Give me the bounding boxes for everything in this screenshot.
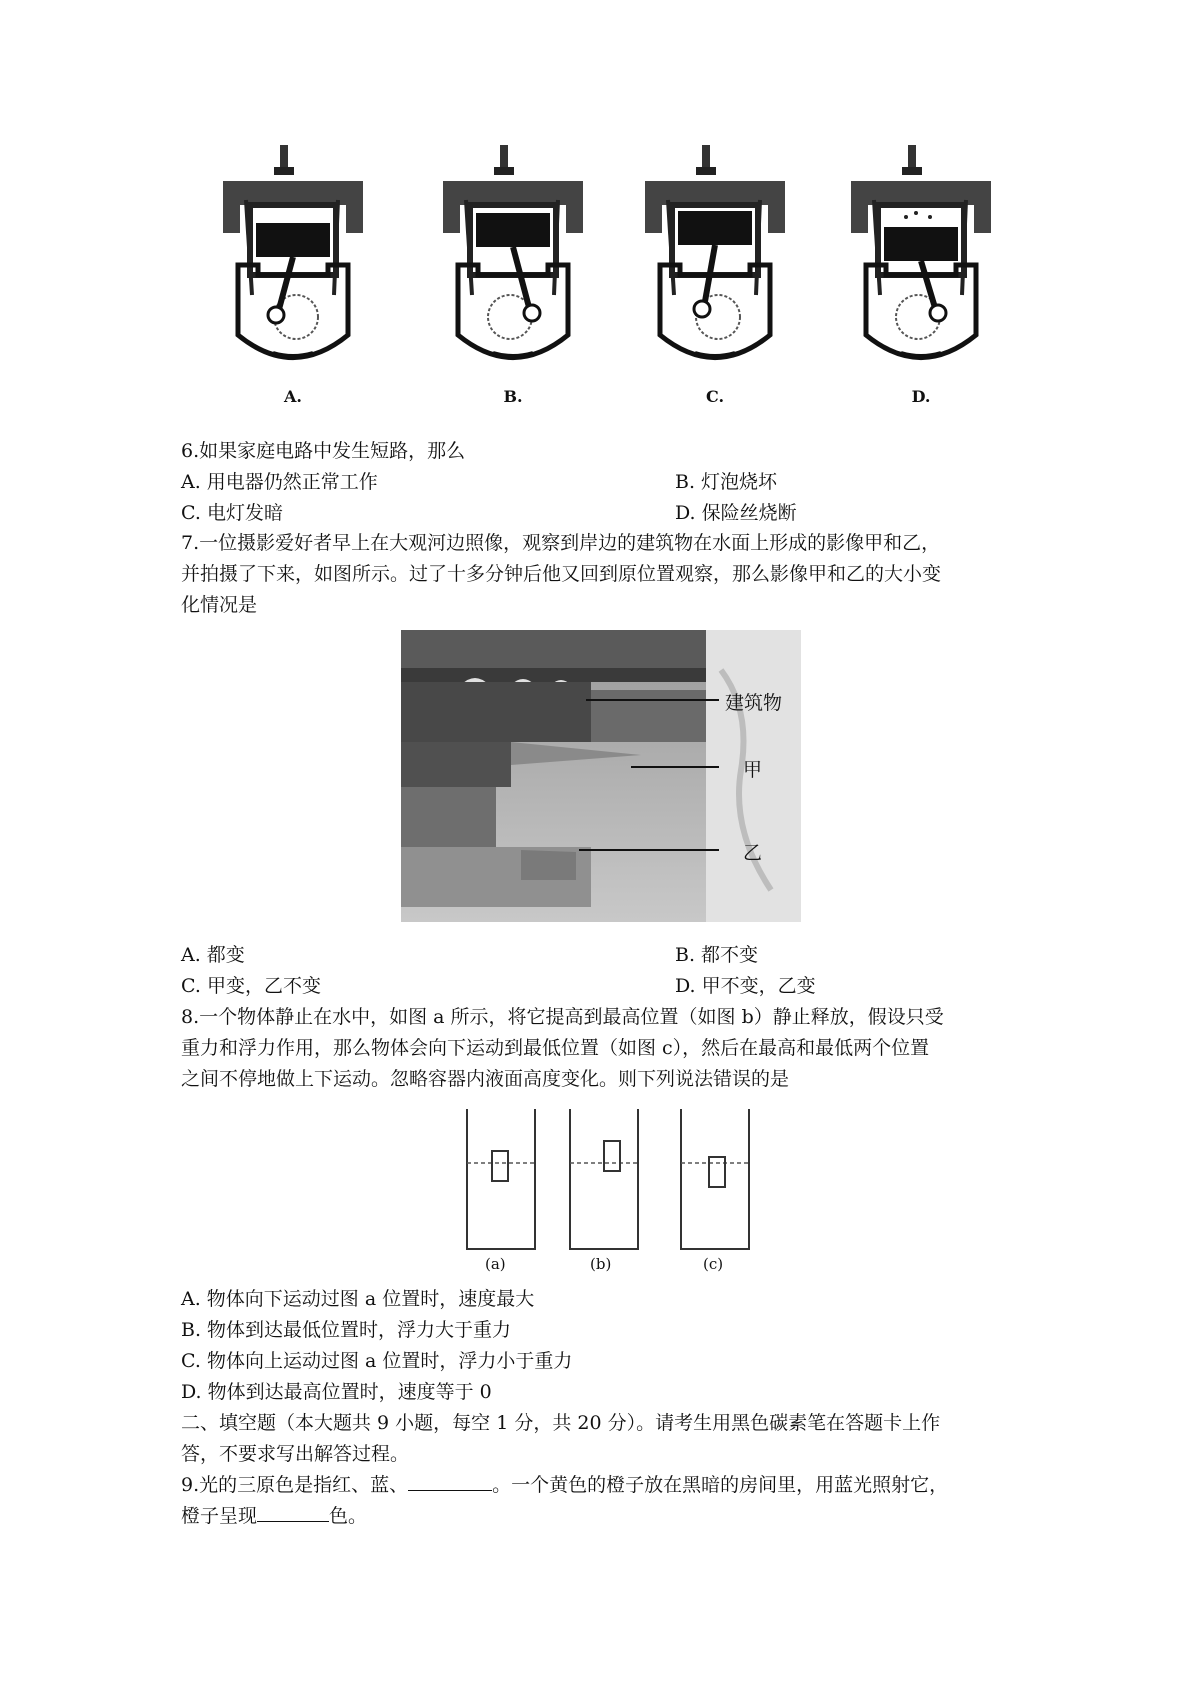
q9-text-2: 。一个黄色的橙子放在黑暗的房间里，用蓝光照射它， — [492, 1474, 949, 1496]
q7-option-b: B. 都不变 — [675, 944, 759, 966]
container-c-drawing — [679, 1109, 751, 1251]
river-photo-image — [401, 630, 801, 922]
engine-figure-d — [846, 145, 1016, 405]
container-a-drawing — [465, 1109, 537, 1251]
engine-diagram-a — [218, 145, 368, 385]
q8-option-b: B. 物体到达最低位置时，浮力大于重力 — [181, 1319, 512, 1341]
engine-label-d: D. — [911, 387, 931, 406]
engine-label-c: C. — [705, 387, 725, 406]
section2-heading-line-1: 二、填空题（本大题共 9 小题，每空 1 分，共 20 分）。请考生用黑色碳素笔在答题卡上作 — [181, 1412, 941, 1434]
q7-stem-line-2: 并拍摄了下来，如图所示。过了十多分钟后他又回到原位置观察，那么影像甲和乙的大小变 — [181, 563, 942, 585]
q8-option-d: D. 物体到达最高位置时，速度等于 0 — [181, 1381, 492, 1403]
q8-stem-line-3: 之间不停地做上下运动。忽略容器内液面高度变化。则下列说法错误的是 — [181, 1068, 790, 1090]
q6-option-a: A. 用电器仍然正常工作 — [181, 471, 378, 493]
q7-option-a: A. 都变 — [181, 944, 245, 966]
q9-text-1: 9.光的三原色是指红、蓝、 — [181, 1474, 409, 1496]
engine-figure-b — [438, 145, 608, 405]
container-caption-c: (c) — [703, 1255, 724, 1273]
engine-diagram-d — [846, 145, 996, 385]
q9-text-3: 橙子呈现 — [181, 1505, 258, 1527]
engine-figure-c — [640, 145, 810, 405]
engine-label-a: A. — [284, 387, 302, 406]
container-c — [679, 1109, 751, 1255]
q8-option-a: A. 物体向下运动过图 a 位置时，速度最大 — [181, 1288, 535, 1310]
q6-stem: 6.如果家庭电路中发生短路，那么 — [181, 440, 466, 462]
q9-line-1 — [181, 1472, 948, 1498]
q6-option-b: B. 灯泡烧坏 — [675, 471, 778, 493]
container-caption-a: (a) — [485, 1255, 506, 1273]
q7-stem-line-1: 7.一位摄影爱好者早上在大观河边照像，观察到岸边的建筑物在水面上形成的影像甲和乙， — [181, 532, 941, 554]
container-caption-b: (b) — [590, 1255, 612, 1273]
river-photo — [401, 630, 801, 922]
q9-line-2 — [181, 1503, 367, 1529]
engine-label-b: B. — [503, 387, 523, 406]
q8-option-c: C. 物体向上运动过图 a 位置时，浮力小于重力 — [181, 1350, 573, 1372]
q7-option-d: D. 甲不变，乙变 — [675, 975, 816, 997]
photo-label-building: 建筑物 — [725, 692, 783, 714]
engine-diagram-b — [438, 145, 588, 385]
photo-label-jia: 甲 — [743, 759, 763, 781]
engine-diagram-c — [640, 145, 790, 385]
q6-option-d: D. 保险丝烧断 — [675, 502, 797, 524]
q7-option-c: C. 甲变，乙不变 — [181, 975, 321, 997]
q9-blank-2[interactable] — [257, 1503, 329, 1522]
q8-stem-line-2: 重力和浮力作用，那么物体会向下运动到最低位置（如图 c），然后在最高和最低两个位置 — [181, 1037, 930, 1059]
q7-stem-line-3: 化情况是 — [181, 594, 258, 616]
q8-stem-line-1: 8.一个物体静止在水中，如图 a 所示，将它提高到最高位置（如图 b）静止释放，假设只受 — [181, 1006, 944, 1028]
q6-option-c: C. 电灯发暗 — [181, 502, 283, 524]
container-b — [568, 1109, 640, 1255]
container-b-drawing — [568, 1109, 640, 1251]
engine-figure-a — [218, 145, 388, 405]
section2-heading-line-2: 答，不要求写出解答过程。 — [181, 1443, 410, 1465]
container-a — [465, 1109, 537, 1255]
q9-blank-1[interactable] — [408, 1472, 492, 1491]
q9-text-4: 色。 — [329, 1505, 368, 1527]
photo-label-yi: 乙 — [743, 842, 763, 864]
